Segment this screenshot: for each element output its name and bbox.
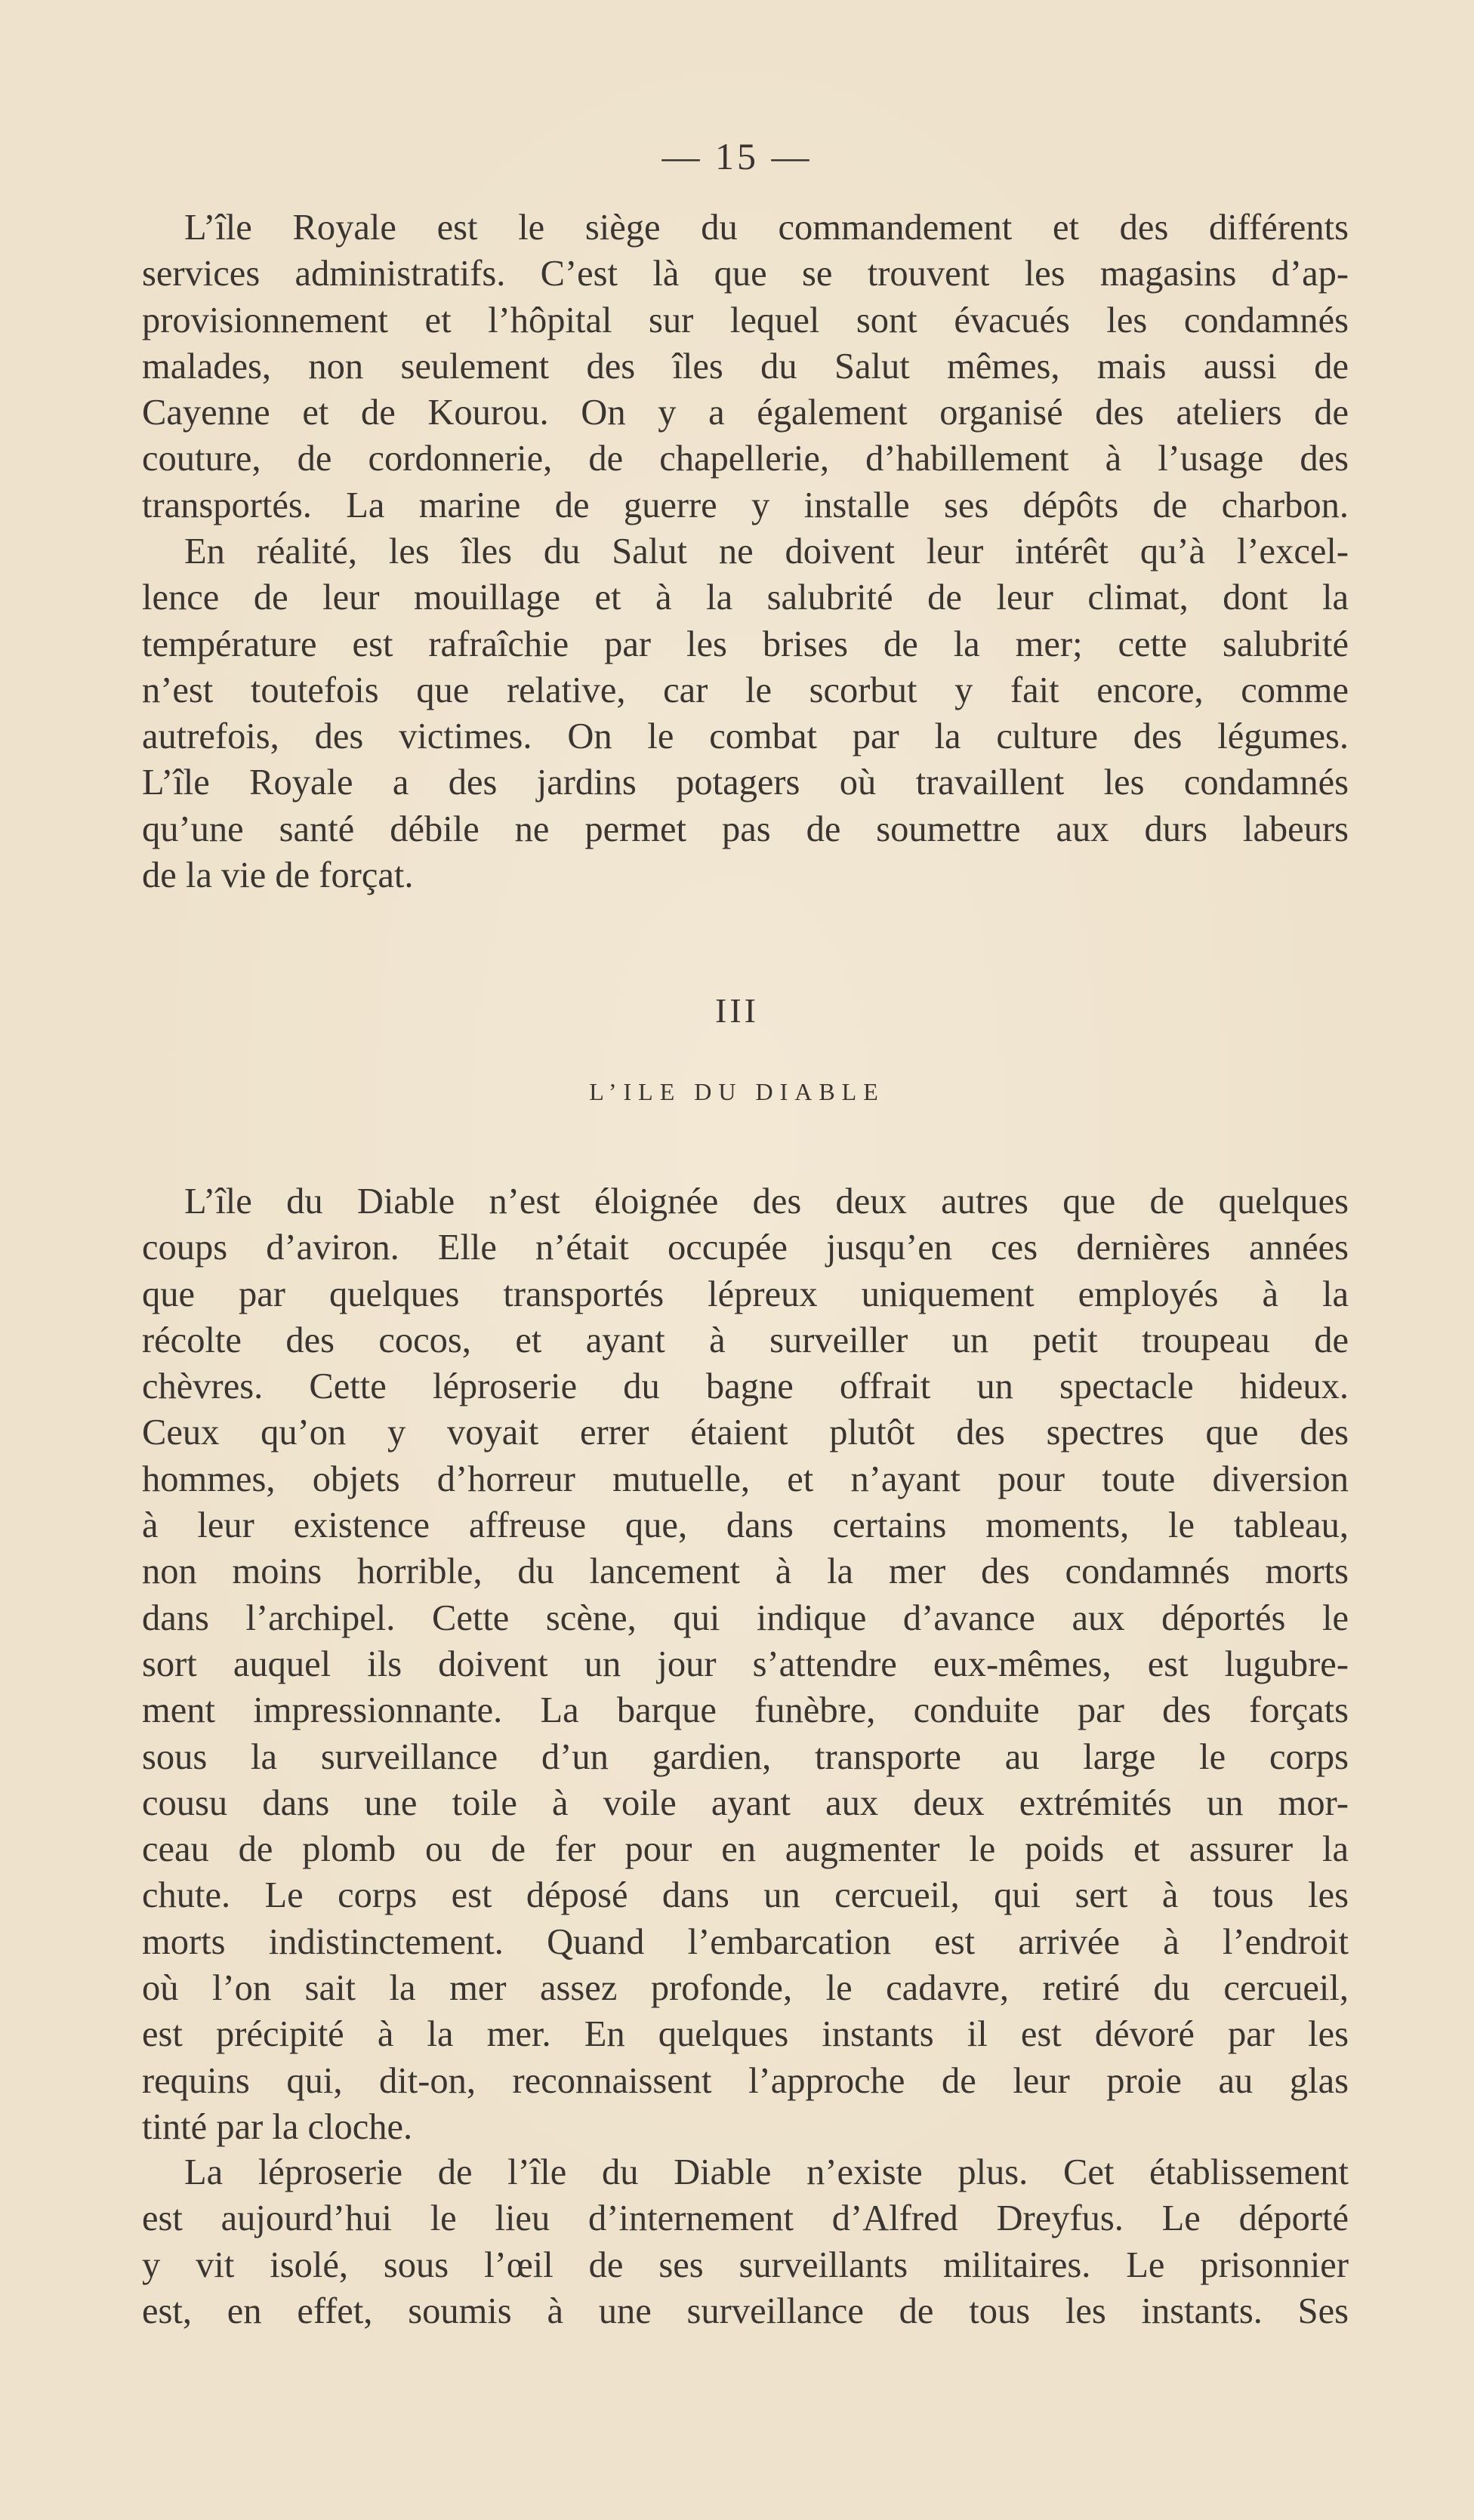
text-line: couture, de cordonnerie, de chapellerie, d’habillement à l’usage des xyxy=(142,439,1349,479)
text-line: services administratifs. C’est là que se trouvent les magasins d’ap- xyxy=(142,254,1349,294)
text-line: Cayenne et de Kourou. On y a également organisé des ateliers de xyxy=(142,393,1349,433)
text-line: sous la surveillance d’un gardien, transporte au large le corps xyxy=(142,1736,1349,1777)
text-line: y vit isolé, sous l’œil de ses surveillants militaires. Le prisonnier xyxy=(142,2244,1349,2285)
text-line: chèvres. Cette léproserie du bagne offrait un spectacle hideux. xyxy=(142,1366,1349,1407)
text-line: transportés. La marine de guerre y installe ses dépôts de charbon. xyxy=(142,485,1349,525)
text-line: de la vie de forçat. xyxy=(142,855,414,896)
text-line: malades, non seulement des îles du Salut mêmes, mais aussi de xyxy=(142,346,1349,387)
text-line: dans l’archipel. Cette scène, qui indique d’avance aux déportés le xyxy=(142,1597,1349,1638)
text-line: ment impressionnante. La barque funèbre, conduite par des forçats xyxy=(142,1690,1349,1731)
text-line: autrefois, des victimes. On le combat par la culture des légumes. xyxy=(142,716,1349,757)
section-title: L’ILE DU DIABLE xyxy=(589,1078,885,1105)
text-line: L’île du Diable n’est éloignée des deux autres que de quelques xyxy=(184,1181,1349,1221)
text-line: n’est toutefois que relative, car le scorbut y fait encore, comme xyxy=(142,670,1349,710)
text-line: L’île Royale est le siège du commandement et des différents xyxy=(184,208,1349,248)
text-line: requins qui, dit-on, reconnaissent l’approche de leur proie au glas xyxy=(142,2060,1349,2101)
paragraph-4 xyxy=(142,2149,1349,2334)
text-line: où l’on sait la mer assez profonde, le cadavre, retiré du cercueil, xyxy=(142,1968,1349,2009)
text-line: qu’une santé débile ne permet pas de soumettre aux durs labeurs xyxy=(142,809,1349,849)
text-line: provisionnement et l’hôpital sur lequel sont évacués les condamnés xyxy=(142,300,1349,340)
text-line: température est rafraîchie par les brises de la mer; cette salubrité xyxy=(142,624,1349,664)
text-line: L’île Royale a des jardins potagers où travaillent les condamnés xyxy=(142,762,1349,803)
text-line: En réalité, les îles du Salut ne doivent leur intérêt qu’à l’excel- xyxy=(184,531,1349,571)
text-line: récolte des cocos, et ayant à surveiller un petit troupeau de xyxy=(142,1320,1349,1360)
text-line: ceau de plomb ou de fer pour en augmenter le poids et assurer la xyxy=(142,1829,1349,1870)
page-number: — 15 — xyxy=(661,135,813,177)
text-line: La léproserie de l’île du Diable n’existe plus. Cet établissement xyxy=(184,2152,1349,2192)
text-line: à leur existence affreuse que, dans certains moments, le tableau, xyxy=(142,1505,1349,1546)
text-line: Ceux qu’on y voyait errer étaient plutôt des spectres que des xyxy=(142,1412,1349,1453)
text-line: sort auquel ils doivent un jour s’attendre eux-mêmes, est lugubre- xyxy=(142,1644,1349,1684)
paragraph-1 xyxy=(142,205,1349,528)
paragraph-3 xyxy=(142,1178,1349,2150)
paragraph-2 xyxy=(142,528,1349,898)
section-number: III xyxy=(715,991,759,1030)
text-line: lence de leur mouillage et à la salubrité de leur climat, dont la xyxy=(142,578,1349,618)
text-line: est, en effet, soumis à une surveillance de tous les instants. Ses xyxy=(142,2290,1349,2331)
text-line: est aujourd’hui le lieu d’internement d’Alfred Dreyfus. Le déporté xyxy=(142,2198,1349,2239)
text-line: non moins horrible, du lancement à la mer des condamnés morts xyxy=(142,1551,1349,1592)
text-line: morts indistinctement. Quand l’embarcation est arrivée à l’endroit xyxy=(142,1921,1349,1962)
text-line: cousu dans une toile à voile ayant aux deux extrémités un mor- xyxy=(142,1782,1349,1823)
text-line: que par quelques transportés lépreux uniquement employés à la xyxy=(142,1274,1349,1314)
text-line: hommes, objets d’horreur mutuelle, et n’ayant pour toute diversion xyxy=(142,1459,1349,1499)
text-line: est précipité à la mer. En quelques instants il est dévoré par les xyxy=(142,2014,1349,2055)
text-line: chute. Le corps est déposé dans un cercueil, qui sert à tous les xyxy=(142,1875,1349,1916)
text-line: tinté par la cloche. xyxy=(142,2106,413,2147)
text-line: coups d’aviron. Elle n’était occupée jusqu’en ces dernières années xyxy=(142,1228,1349,1268)
